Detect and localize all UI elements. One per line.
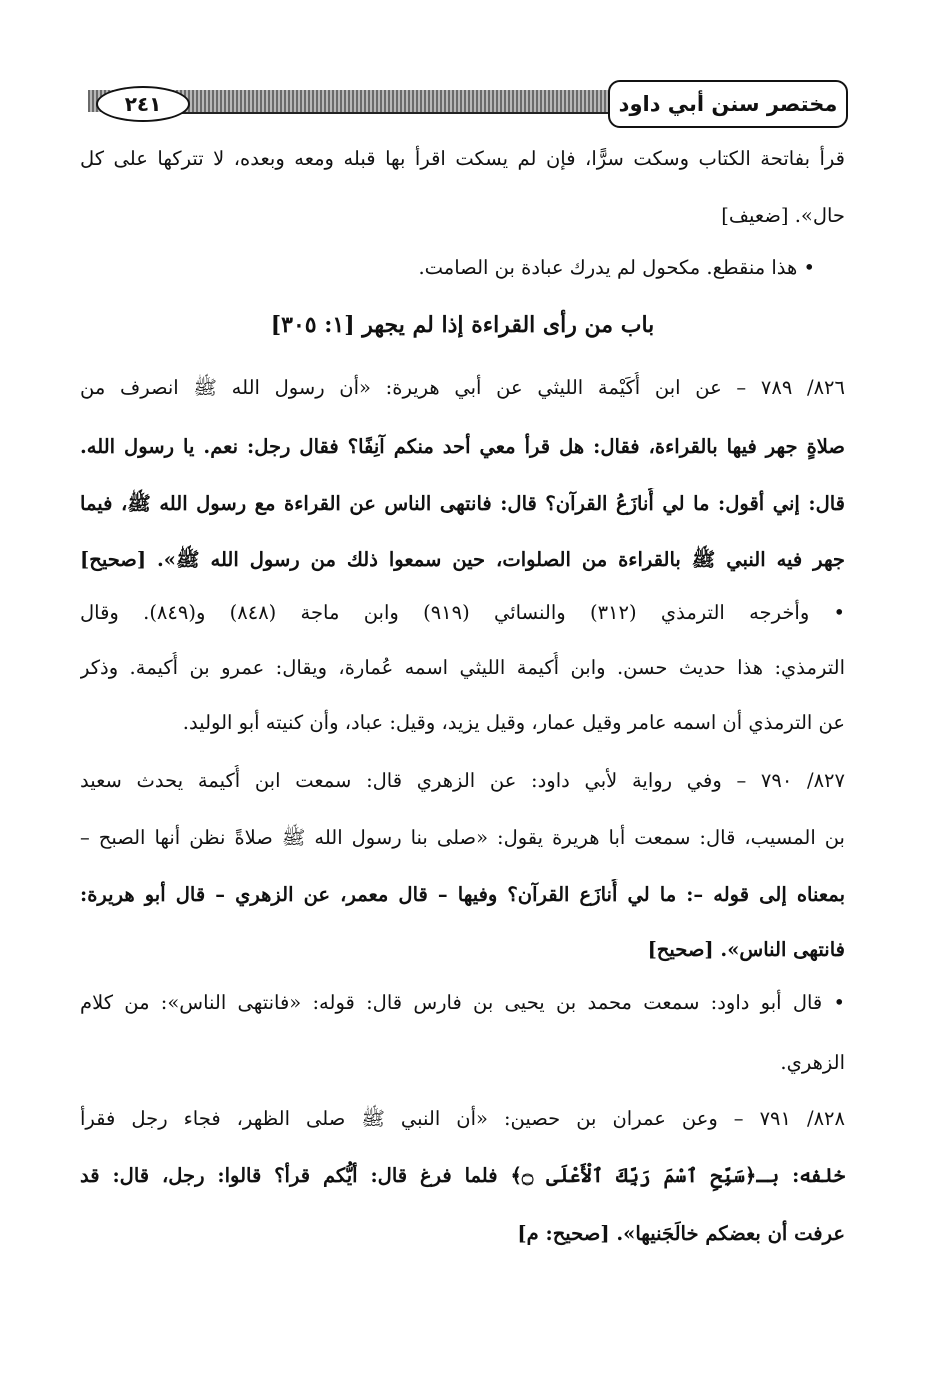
hadith-line: بن المسيب، قال: سمعت أبا هريرة يقول: «صلى بنا رسول الله ﷺ صلاةً نظن أنها الصبح –	[80, 826, 845, 849]
note-line: الترمذي: هذا حديث حسن. وابن أُكيمة الليثي اسمه عُمارة، ويقال: عمرو بن أُكيمة. وذكر	[80, 656, 845, 679]
page-number: ٢٤١	[96, 86, 190, 122]
note-line: الزهري.	[780, 1051, 845, 1074]
header-underline	[174, 112, 618, 114]
hadith-line: جهر فيه النبي ﷺ بالقراءة من الصلوات، حين سمعوا ذلك من رسول الله ﷺ». [صحيح]	[80, 548, 845, 571]
note-line: • قال أبو داود: سمعت محمد بن يحيى بن فارس قال: قوله: «فانتهى الناس»: من كلام	[80, 991, 845, 1014]
hadith-line: قال: إني أقول: ما لي أُنازَعُ القرآن؟ قال: فانتهى الناس عن القراءة مع رسول الله ﷺ، فيما	[80, 492, 845, 515]
hadith-line: عرفت أن بعضكم خالَجَنيها». [صحيح: م]	[517, 1222, 845, 1245]
hadith-line: صلاةٍ جهر فيها بالقراءة، فقال: هل قرأ معي أحد منكم آنِفًا؟ فقال رجل: نعم. يا رسول الله.	[80, 435, 845, 458]
text-line: قرأ بفاتحة الكتاب وسكت سرًّا، فإن لم يسكت اقرأ بها قبله ومعه وبعده، لا تتركها على كل	[80, 147, 845, 170]
hadith-line: ٨٢٦/ ٧٨٩ – عن ابن أُكَيْمة الليثي عن أبي هريرة: «أن رسول الله ﷺ انصرف من	[80, 376, 845, 399]
hadith-line: بمعناه إلى قوله –: ما لي أُنازَع القرآن؟ وفيها – قال معمر، عن الزهري – قال أبو هريرة:	[80, 883, 845, 906]
hadith-line: ٨٢٧/ ٧٩٠ – وفي رواية لأبي داود: عن الزهري قال: سمعت ابن أُكيمة يحدث سعيد	[80, 769, 845, 792]
note-line: • وأخرجه الترمذي (٣١٢) والنسائي (٩١٩) وابن ماجة (٨٤٨) و(٨٤٩). وقال	[80, 601, 845, 624]
note-line: عن الترمذي أن اسمه عامر وقيل عمار، وقيل يزيد، وقيل: عباد، وأن كنيته أبو الوليد.	[182, 711, 845, 734]
hadith-line: خلفه: بـ﴿سَبِّحِ ٱسْمَ رَبِّكَ ٱلْأَعْلَى ۝﴾ فلما فرغ قال: أيُّكم قرأ؟ قالوا: رجل، قال: قد	[80, 1164, 845, 1187]
note-line: • هذا منقطع. مكحول لم يدرك عبادة بن الصامت.	[418, 256, 815, 279]
text-line: حال». [ضعيف]	[721, 204, 845, 227]
chapter-heading: باب من رأى القراءة إذا لم يجهر [١: ٣٠٥]	[270, 312, 655, 338]
hadith-line: ٨٢٨/ ٧٩١ – وعن عمران بن حصين: «أن النبي ﷺ صلى الظهر، فجاء رجل فقرأ	[80, 1107, 845, 1130]
page-header	[78, 86, 848, 128]
hadith-line: فانتهى الناس». [صحيح]	[647, 938, 845, 961]
book-title: مختصر سنن أبي داود	[608, 80, 848, 128]
